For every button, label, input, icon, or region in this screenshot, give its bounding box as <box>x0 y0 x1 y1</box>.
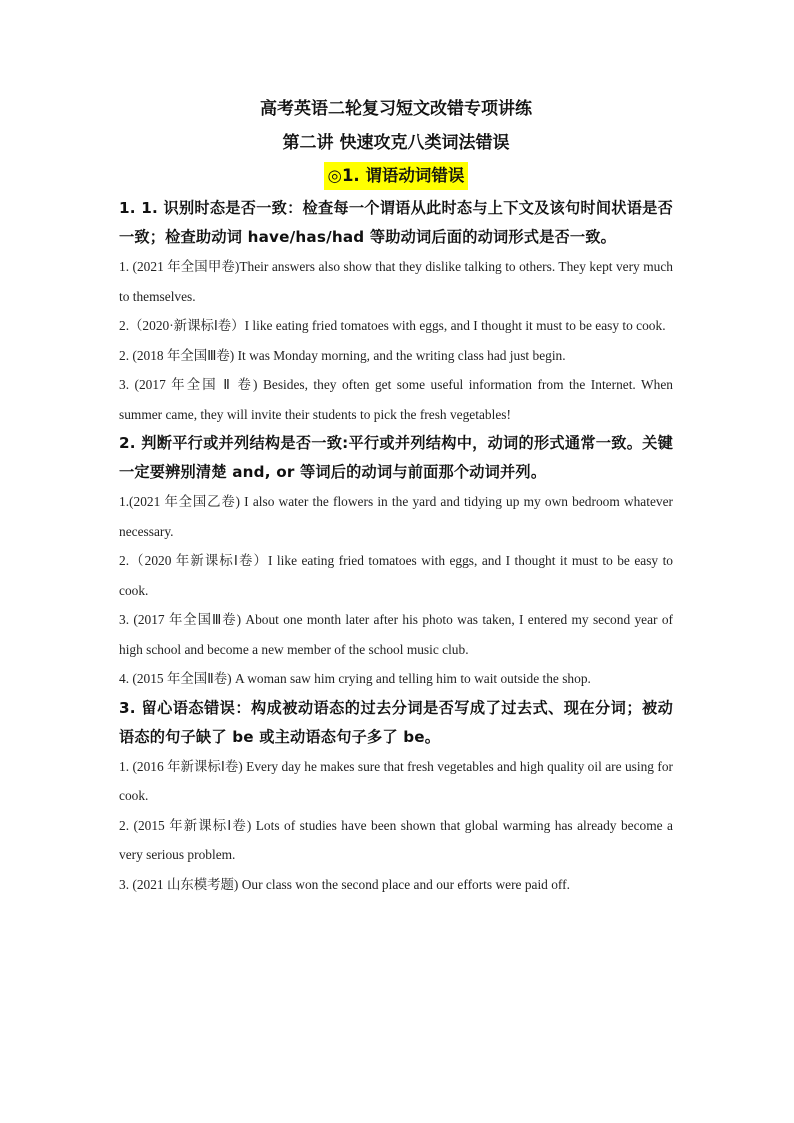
document-title: 高考英语二轮复习短文改错专项讲练 <box>260 99 532 119</box>
highlighted-subhead: ◎1. 谓语动词错误 <box>324 162 469 190</box>
example-item: 4. (2015 年全国Ⅱ卷) A woman saw him crying and telling him to wait outside the shop. <box>119 671 591 686</box>
example-item: 2. (2018 年全国Ⅲ卷) It was Monday morning, and the writing class had just begin. <box>119 347 566 363</box>
section-heading: 3. 留心语态错误：构成被动语态的过去分词是否写成了过去式、现在分词；被动语态的句子缺了 be 或主动语态句子多了 be。 <box>119 698 673 746</box>
example-item: 3. (2017 年全国 Ⅱ 卷) Besides, they often get some useful information from the Internet. When summer came, they will invite their students to pick the fresh vegetables! <box>119 377 673 422</box>
subhead-wrapper <box>119 162 673 194</box>
example-item: 2.（2020·新课标Ⅰ卷）I like eating fried tomatoes with eggs, and I thought it must to be easy to cook. <box>119 318 666 333</box>
lecture-title: 第二讲 快速攻克八类词法错误 <box>282 133 510 153</box>
section-3 <box>119 694 673 900</box>
section-2 <box>119 429 673 694</box>
section-heading: 1. 1. 识别时态是否一致：检查每一个谓语从此时态与上下文及该句时间状语是否一致；检查助动词 have/has/had 等助动词后面的动词形式是否一致。 <box>119 199 673 246</box>
example-item: 3. (2017 年全国Ⅲ卷) About one month later after his photo was taken, I entered my second year of high school and become a new member of the school music club. <box>119 612 673 657</box>
example-item: 1. (2016 年新课标Ⅰ卷) Every day he makes sure that fresh vegetables and high quality oil are using for cook. <box>119 758 673 803</box>
example-item: 1.(2021 年全国乙卷) I also water the flowers in the yard and tidying up my own bedroom whatever necessary. <box>119 494 673 539</box>
example-item: 3. (2021 山东模考题) Our class won the second place and our efforts were paid off. <box>119 876 570 892</box>
example-item: 1. (2021 年全国甲卷)Their answers also show that they dislike talking to others. They kept very much to themselves. <box>119 259 673 304</box>
example-item: 2.（2020 年新课标Ⅰ卷）I like eating fried tomatoes with eggs, and I thought it must to be easy to cook. <box>119 553 673 598</box>
example-item: 2. (2015 年新课标Ⅰ卷) Lots of studies have been shown that global warming has already become a very serious problem. <box>119 817 673 862</box>
document-page <box>119 92 673 899</box>
section-1 <box>119 194 673 429</box>
section-heading: 2. 判断平行或并列结构是否一致:平行或并列结构中，动词的形式通常一致。关键一定要辨别清楚 and, or 等词后的动词与前面那个动词并列。 <box>119 434 673 481</box>
